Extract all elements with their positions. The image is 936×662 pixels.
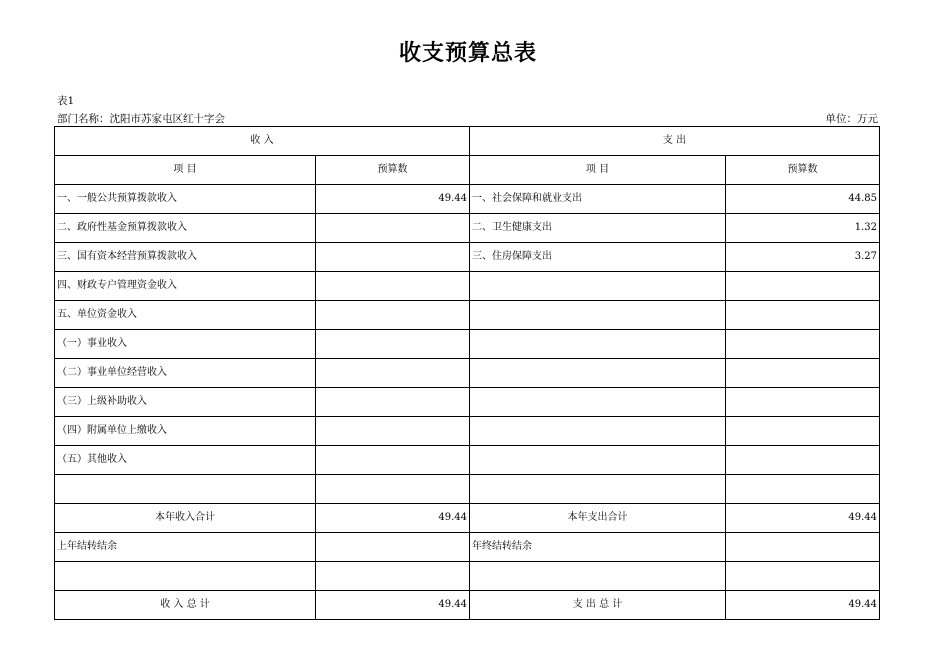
expense-item: 三、住房保障支出 <box>470 243 726 272</box>
income-value: 49.44 <box>316 185 470 214</box>
table-row <box>55 417 880 446</box>
expense-value <box>726 272 880 301</box>
table-row <box>55 446 880 475</box>
table-row <box>55 475 880 504</box>
income-group-header: 收 入 <box>55 127 470 156</box>
carry-over-row <box>55 533 880 562</box>
table-row <box>55 301 880 330</box>
expense-grand-total-label: 支 出 总 计 <box>470 591 726 620</box>
income-item: （二）事业单位经营收入 <box>55 359 316 388</box>
income-value <box>316 243 470 272</box>
unit-label: 单位：万元 <box>825 113 878 125</box>
income-item: 三、国有资本经营预算拨款收入 <box>55 243 316 272</box>
budget-summary-table <box>54 126 880 620</box>
expense-item <box>470 446 726 475</box>
expense-item <box>470 330 726 359</box>
income-grand-total-label: 收 入 总 计 <box>55 591 316 620</box>
income-item: （五）其他收入 <box>55 446 316 475</box>
expense-carry-label: 年终结转结余 <box>470 533 726 562</box>
income-item: 五、单位资金收入 <box>55 301 316 330</box>
year-total-row <box>55 504 880 533</box>
expense-value: 3.27 <box>726 243 880 272</box>
expense-item: 一、社会保障和就业支出 <box>470 185 726 214</box>
income-budget-header: 预算数 <box>316 156 470 185</box>
empty-cell <box>726 562 880 591</box>
expense-group-header: 支 出 <box>470 127 880 156</box>
expense-value <box>726 446 880 475</box>
income-year-total-label: 本年收入合计 <box>55 504 316 533</box>
income-grand-total-value: 49.44 <box>316 591 470 620</box>
income-item: 二、政府性基金预算拨款收入 <box>55 214 316 243</box>
income-carry-label: 上年结转结余 <box>55 533 316 562</box>
income-item: （三）上级补助收入 <box>55 388 316 417</box>
expense-value <box>726 359 880 388</box>
income-item: （一）事业收入 <box>55 330 316 359</box>
group-header-row <box>55 127 880 156</box>
income-value <box>316 388 470 417</box>
income-item: 一、一般公共预算拨款收入 <box>55 185 316 214</box>
table-row <box>55 330 880 359</box>
expense-budget-header: 预算数 <box>726 156 880 185</box>
expense-item <box>470 301 726 330</box>
expense-grand-total-value: 49.44 <box>726 591 880 620</box>
table-row <box>55 243 880 272</box>
income-value <box>316 330 470 359</box>
table-row <box>55 359 880 388</box>
income-year-total-value: 49.44 <box>316 504 470 533</box>
department-name: 部门名称：沈阳市苏家屯区红十字会 <box>57 113 225 125</box>
expense-item <box>470 359 726 388</box>
income-value <box>316 446 470 475</box>
page-title: 收支预算总表 <box>398 40 537 66</box>
expense-year-total-value: 49.44 <box>726 504 880 533</box>
expense-item: 二、卫生健康支出 <box>470 214 726 243</box>
expense-item-header: 项 目 <box>470 156 726 185</box>
income-item: （四）附属单位上缴收入 <box>55 417 316 446</box>
empty-cell <box>470 562 726 591</box>
column-header-row <box>55 156 880 185</box>
table-number: 表1 <box>57 95 75 107</box>
expense-item <box>470 388 726 417</box>
expense-carry-value <box>726 533 880 562</box>
income-item: 四、财政专户管理资金收入 <box>55 272 316 301</box>
income-carry-value <box>316 533 470 562</box>
expense-value <box>726 388 880 417</box>
income-item-header: 项 目 <box>55 156 316 185</box>
expense-value <box>726 301 880 330</box>
empty-cell <box>55 562 316 591</box>
expense-value: 1.32 <box>726 214 880 243</box>
income-value <box>316 475 470 504</box>
table-row <box>55 185 880 214</box>
expense-year-total-label: 本年支出合计 <box>470 504 726 533</box>
table-row <box>55 388 880 417</box>
expense-value <box>726 475 880 504</box>
grand-total-row <box>55 591 880 620</box>
income-value <box>316 359 470 388</box>
expense-value <box>726 330 880 359</box>
table-row <box>55 272 880 301</box>
expense-item <box>470 417 726 446</box>
expense-item <box>470 475 726 504</box>
expense-item <box>470 272 726 301</box>
table-row <box>55 562 880 591</box>
table-row <box>55 214 880 243</box>
income-value <box>316 272 470 301</box>
expense-value <box>726 417 880 446</box>
income-value <box>316 417 470 446</box>
income-value <box>316 214 470 243</box>
income-item <box>55 475 316 504</box>
income-value <box>316 301 470 330</box>
expense-value: 44.85 <box>726 185 880 214</box>
empty-cell <box>316 562 470 591</box>
